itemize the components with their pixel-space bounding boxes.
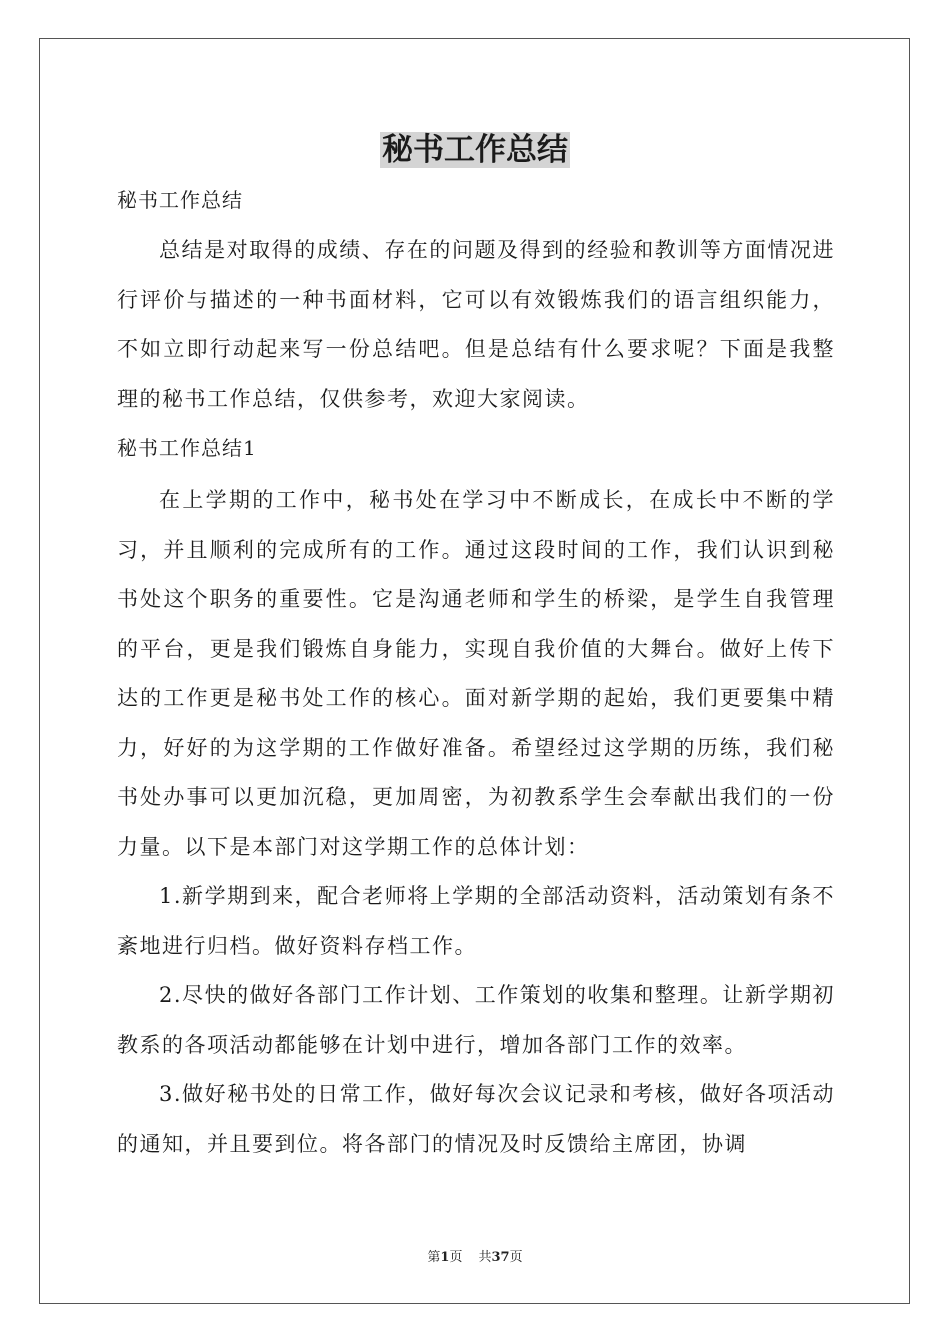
intro-paragraph: 总结是对取得的成绩、存在的问题及得到的经验和教训等方面情况进行评价与描述的一种书面材料，它可以有效锻炼我们的语言组织能力，不如立即行动起来写一份总结吧。但是总结有什么要求呢？下面是我整理的秘书工作总结，仅供参考，欢迎大家阅读。 xyxy=(117,238,835,411)
total-pages: 37 xyxy=(491,1250,510,1265)
total-prefix: 共 xyxy=(478,1250,492,1265)
list-item: 1.新学期到来，配合老师将上学期的全部活动资料，活动策划有条不紊地进行归档。做好资料存档工作。 xyxy=(117,884,835,958)
section-paragraph: 在上学期的工作中，秘书处在学习中不断成长，在成长中不断的学习，并且顺利的完成所有的工作。通过这段时间的工作，我们认识到秘书处这个职务的重要性。它是沟通老师和学生的桥梁，是学生自我管理的平台，更是我们锻炼自身能力，实现自我价值的大舞台。做好上传下达的工作更是秘书处工作的核心。面对新学期的起始，我们更要集中精力，好好的为这学期的工作做好准备。希望经过这学期的历练，我们秘书处办事可以更加沉稳，更加周密，为初教系学生会奉献出我们的一份力量。以下是本部门对这学期工作的总体计划： xyxy=(117,488,835,859)
page-prefix: 第 xyxy=(427,1250,441,1265)
section-heading: 秘书工作总结1 xyxy=(117,436,257,460)
total-suffix: 页 xyxy=(509,1250,523,1265)
page-number: 1 xyxy=(440,1250,450,1265)
page-footer xyxy=(0,1246,950,1265)
list-item: 2.尽快的做好各部门工作计划、工作策划的收集和整理。让新学期初教系的各项活动都能够在计划中进行，增加各部门工作的效率。 xyxy=(117,983,835,1057)
document-subtitle: 秘书工作总结 xyxy=(117,188,243,212)
document-body xyxy=(117,178,835,1169)
page-suffix: 页 xyxy=(449,1250,463,1265)
document-title: 秘书工作总结 xyxy=(382,132,568,168)
list-item: 3.做好秘书处的日常工作，做好每次会议记录和考核，做好各项活动的通知，并且要到位。将各部门的情况及时反馈给主席团，协调 xyxy=(117,1082,835,1156)
